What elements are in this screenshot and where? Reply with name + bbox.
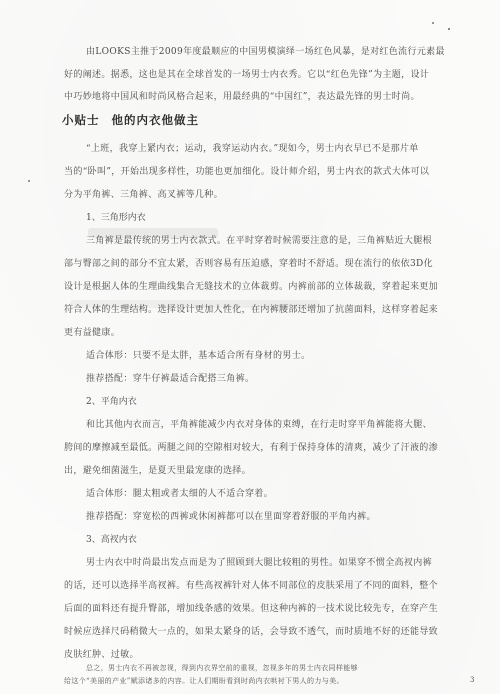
briefs-line-5: 更有益健康。 — [64, 328, 121, 338]
boxers-line-3: 出，避免细菌滋生，是夏天里最宠康的选择。 — [64, 466, 252, 476]
briefs-line-3: 设计是根据人体的生理曲线集合无缝技术的立体裁剪。内裤前部的立体裁裁，穿着起来更加 — [64, 282, 439, 292]
section-title-text: 他的内衣他做主 — [111, 113, 199, 127]
heading-boxers: 2、平角内衣 — [86, 397, 137, 407]
summary-line-2: 给这个“美丽的产业”赋添诸多的内容。让人们期盼看到时尚内衣哄衬下男人的力与美。 — [64, 677, 344, 685]
heading-briefs: 1、三角形内衣 — [86, 213, 146, 223]
boxers-fit: 适合体形：腿太粗或者太细的人不适合穿着。 — [86, 489, 274, 499]
page-number: 3 — [470, 676, 475, 684]
high-cut-line-4: 时候应选择尺码稍微大一点的，如果太紧身的话，会导致不透气，而时质地不好的还能导致 — [64, 627, 439, 637]
tip-line-1: “上班，我穿上紧内衣；运动，我穿运动内衣。”现如今，男士内衣早已不是那片单 — [86, 144, 419, 154]
scan-smudge — [70, 300, 320, 308]
scan-speck — [28, 180, 30, 182]
heading-high-cut: 3、高衩内衣 — [86, 535, 137, 545]
boxers-match: 推荐搭配：穿宽松的西裤或休闲裤都可以在里面穿着舒服的平角内裤。 — [86, 512, 376, 522]
briefs-match: 推荐搭配：穿牛仔裤最适合配搭三角裤。 — [86, 374, 255, 384]
intro-line-1: 由LOOKS主推于2009年度最顺应的中国男模演绎一场红色风暴，是对红色流行元素最 — [86, 47, 445, 57]
tip-line-3: 分为平角裤、三角裤、高叉裤等几种。 — [64, 190, 223, 200]
high-cut-line-3: 后面的面料还有提升臀部，增加线条感的效果。但这种内裤的一技术说比较先专，在穿产生 — [64, 604, 439, 614]
boxers-line-1: 和比其他内衣而言，平角裤能减少内衣对身体的束缚，在行走时穿平角裤能将大腿、 — [86, 420, 432, 430]
briefs-line-4: 符合人体的生理结构。选择设计更加人性化，在内裤腰部还增加了抗菌面料，这样穿着起来 — [64, 305, 439, 315]
section-title — [62, 112, 199, 128]
high-cut-line-2: 的话，还可以选择半高衩裤。有些高衩裤针对人体不同部位的皮肤采用了不同的面料，整个 — [64, 581, 439, 591]
section-title-label: 小贴士 — [62, 113, 100, 127]
briefs-fit: 适合体形：只要不是太胖，基本适合所有身材的男士。 — [86, 351, 311, 361]
scan-smudge — [88, 228, 218, 238]
scan-speck — [448, 28, 450, 30]
boxers-line-2: 胯间的摩擦减至最低。两腿之间的空隙相对较大，有利于保持身体的清爽，减少了汗液的渗 — [64, 443, 439, 453]
high-cut-line-5: 皮肤红肿、过敏。 — [64, 650, 139, 660]
scan-speck — [432, 22, 434, 24]
briefs-line-1: 三角裤是最传统的男士内衣款式。在平时穿着时候需要注意的是，三角裤贴近大腿根 — [86, 236, 432, 246]
tip-line-2: 当的“卧叫”，开始出现多样性，功能也更加细化。设计师介绍，男士内衣的款式大体可以 — [64, 167, 430, 177]
intro-line-3: 中巧妙地将中国风和时尚风格合起来，用最经典的“中国红”，表达最先锋的男士时尚。 — [64, 92, 420, 102]
high-cut-line-1: 男士内衣中时尚最出发点而是为了照顾到大腿比较粗的男性。如果穿不惯全高衩内裤 — [86, 558, 432, 568]
summary-line-1: 总之，男士内衣不再被忽视，得到内衣界空前的重视，忽视多年的男士内衣同样能够 — [86, 664, 358, 672]
briefs-line-2: 部与臀部之间的部分不宜太紧，否则容易有压迫感，穿着时不舒适。现在流行的依依3D化 — [64, 259, 433, 269]
intro-line-2: 好的阐述。据悉，这也是其在全球首发的一场男士内衣秀。它以“红色先锋”为主题，设计 — [64, 70, 430, 80]
